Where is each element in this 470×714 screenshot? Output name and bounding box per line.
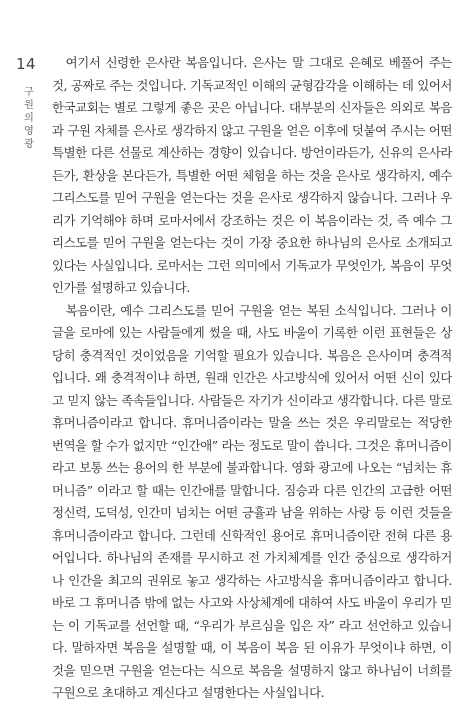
paragraph-2: 복음이란, 예수 그리스도를 믿어 구원을 얻는 복된 소식입니다. 그러나 이 글을 로마에 있는 사람들에게 썼을 때, 사도 바울이 기록한 이런 표현들은 상당히 충격적인 것이었음을 기억할 필요가 있습니다. 복음은 은사이며 충격적입니다. 왜 충격적이냐 하면, 원래 인간은 사고방식에 있어서 어떤 신이 있다고 믿지 않는 족속들입니다. 사람들은 자기가 신이라고 생각합니다. 다른 말로 휴머니즘이라고 합니다. 휴머니즘이라는 말을 쓰는 것은 우리말로는 적당한 번역을 할 수가 없지만 “인간애” 라는 정도로 말이 씁니다. 그것은 휴머니즘이라고 보통 쓰는 용어의 한 부분에 불과합니다. 영화 광고에 나오는 “넘치는 휴머니즘” 이라고 할 때는 인간애를 말합니다. 짐승과 다른 인간의 고급한 어떤 정신력, 도덕성, 인간미 넘치는 어떤 긍휼과 남을 위하는 사랑 등 이런 것들을 휴머니즘이라고 합니다. 그런데 신학적인 용어로 휴머니즘이란 전혀 다른 용어입니다. 하나님의 존재를 무시하고 전 가치체계를 인간 중심으로 생각하거나 인간을 최고의 권위로 놓고 생각하는 사고방식을 휴머니즘이라고 합니다. 바로 그 휴머니즘 밖에 없는 사고와 사상체계에 대하여 사도 바울이 우리가 믿는 이 기독교를 선언할 때, “우리가 부르심을 입은 자” 라고 선언하고 있습니다. 말하자면 복음을 설명할 때, 이 복음이 복음 된 이유가 무엇이냐 하면, 이것을 믿으면 구원을 얻는다는 식으로 복음을 설명하지 않고 하나님이 너희를 구원으로 초대하고 계신다고 설명한다는 사실입니다.	[52, 302, 452, 700]
body-text	[52, 52, 452, 705]
paragraph-1: 여기서 신령한 은사란 복음입니다. 은사는 말 그대로 은혜로 베풀어 주는 것, 공짜로 주는 것입니다. 기독교적인 이해의 균형감각을 이해하는 데 있어서 한국교회는 별로 그렇게 좋은 곳은 아닙니다. 대부분의 신자들은 의외로 복음과 구원 자체를 은사로 생각하지 않고 구원을 얻은 이후에 덧붙여 주시는 어떤 특별한 다른 선물로 계산하는 경향이 있습니다. 방언이라든가, 신유의 은사라든가, 환상을 본다든가, 특별한 어떤 체험을 하는 것을 은사로 생각하지, 예수 그리스도를 믿어 구원을 얻는다는 것을 은사로 생각하지 않습니다. 그러나 우리가 기억해야 하며 로마서에서 강조하는 것은 이 복음이라는 것, 즉 예수 그리스도를 믿어 구원을 얻는다는 것이 가장 중요한 하나님의 은사로 소개되고 있다는 사실입니다. 로마서는 그런 의미에서 기독교가 무엇인가, 복음이 무엇인가를 설명하고 있습니다.	[52, 55, 452, 295]
page-number: 14	[16, 55, 37, 73]
running-head: 구원의 영광	[24, 87, 34, 150]
